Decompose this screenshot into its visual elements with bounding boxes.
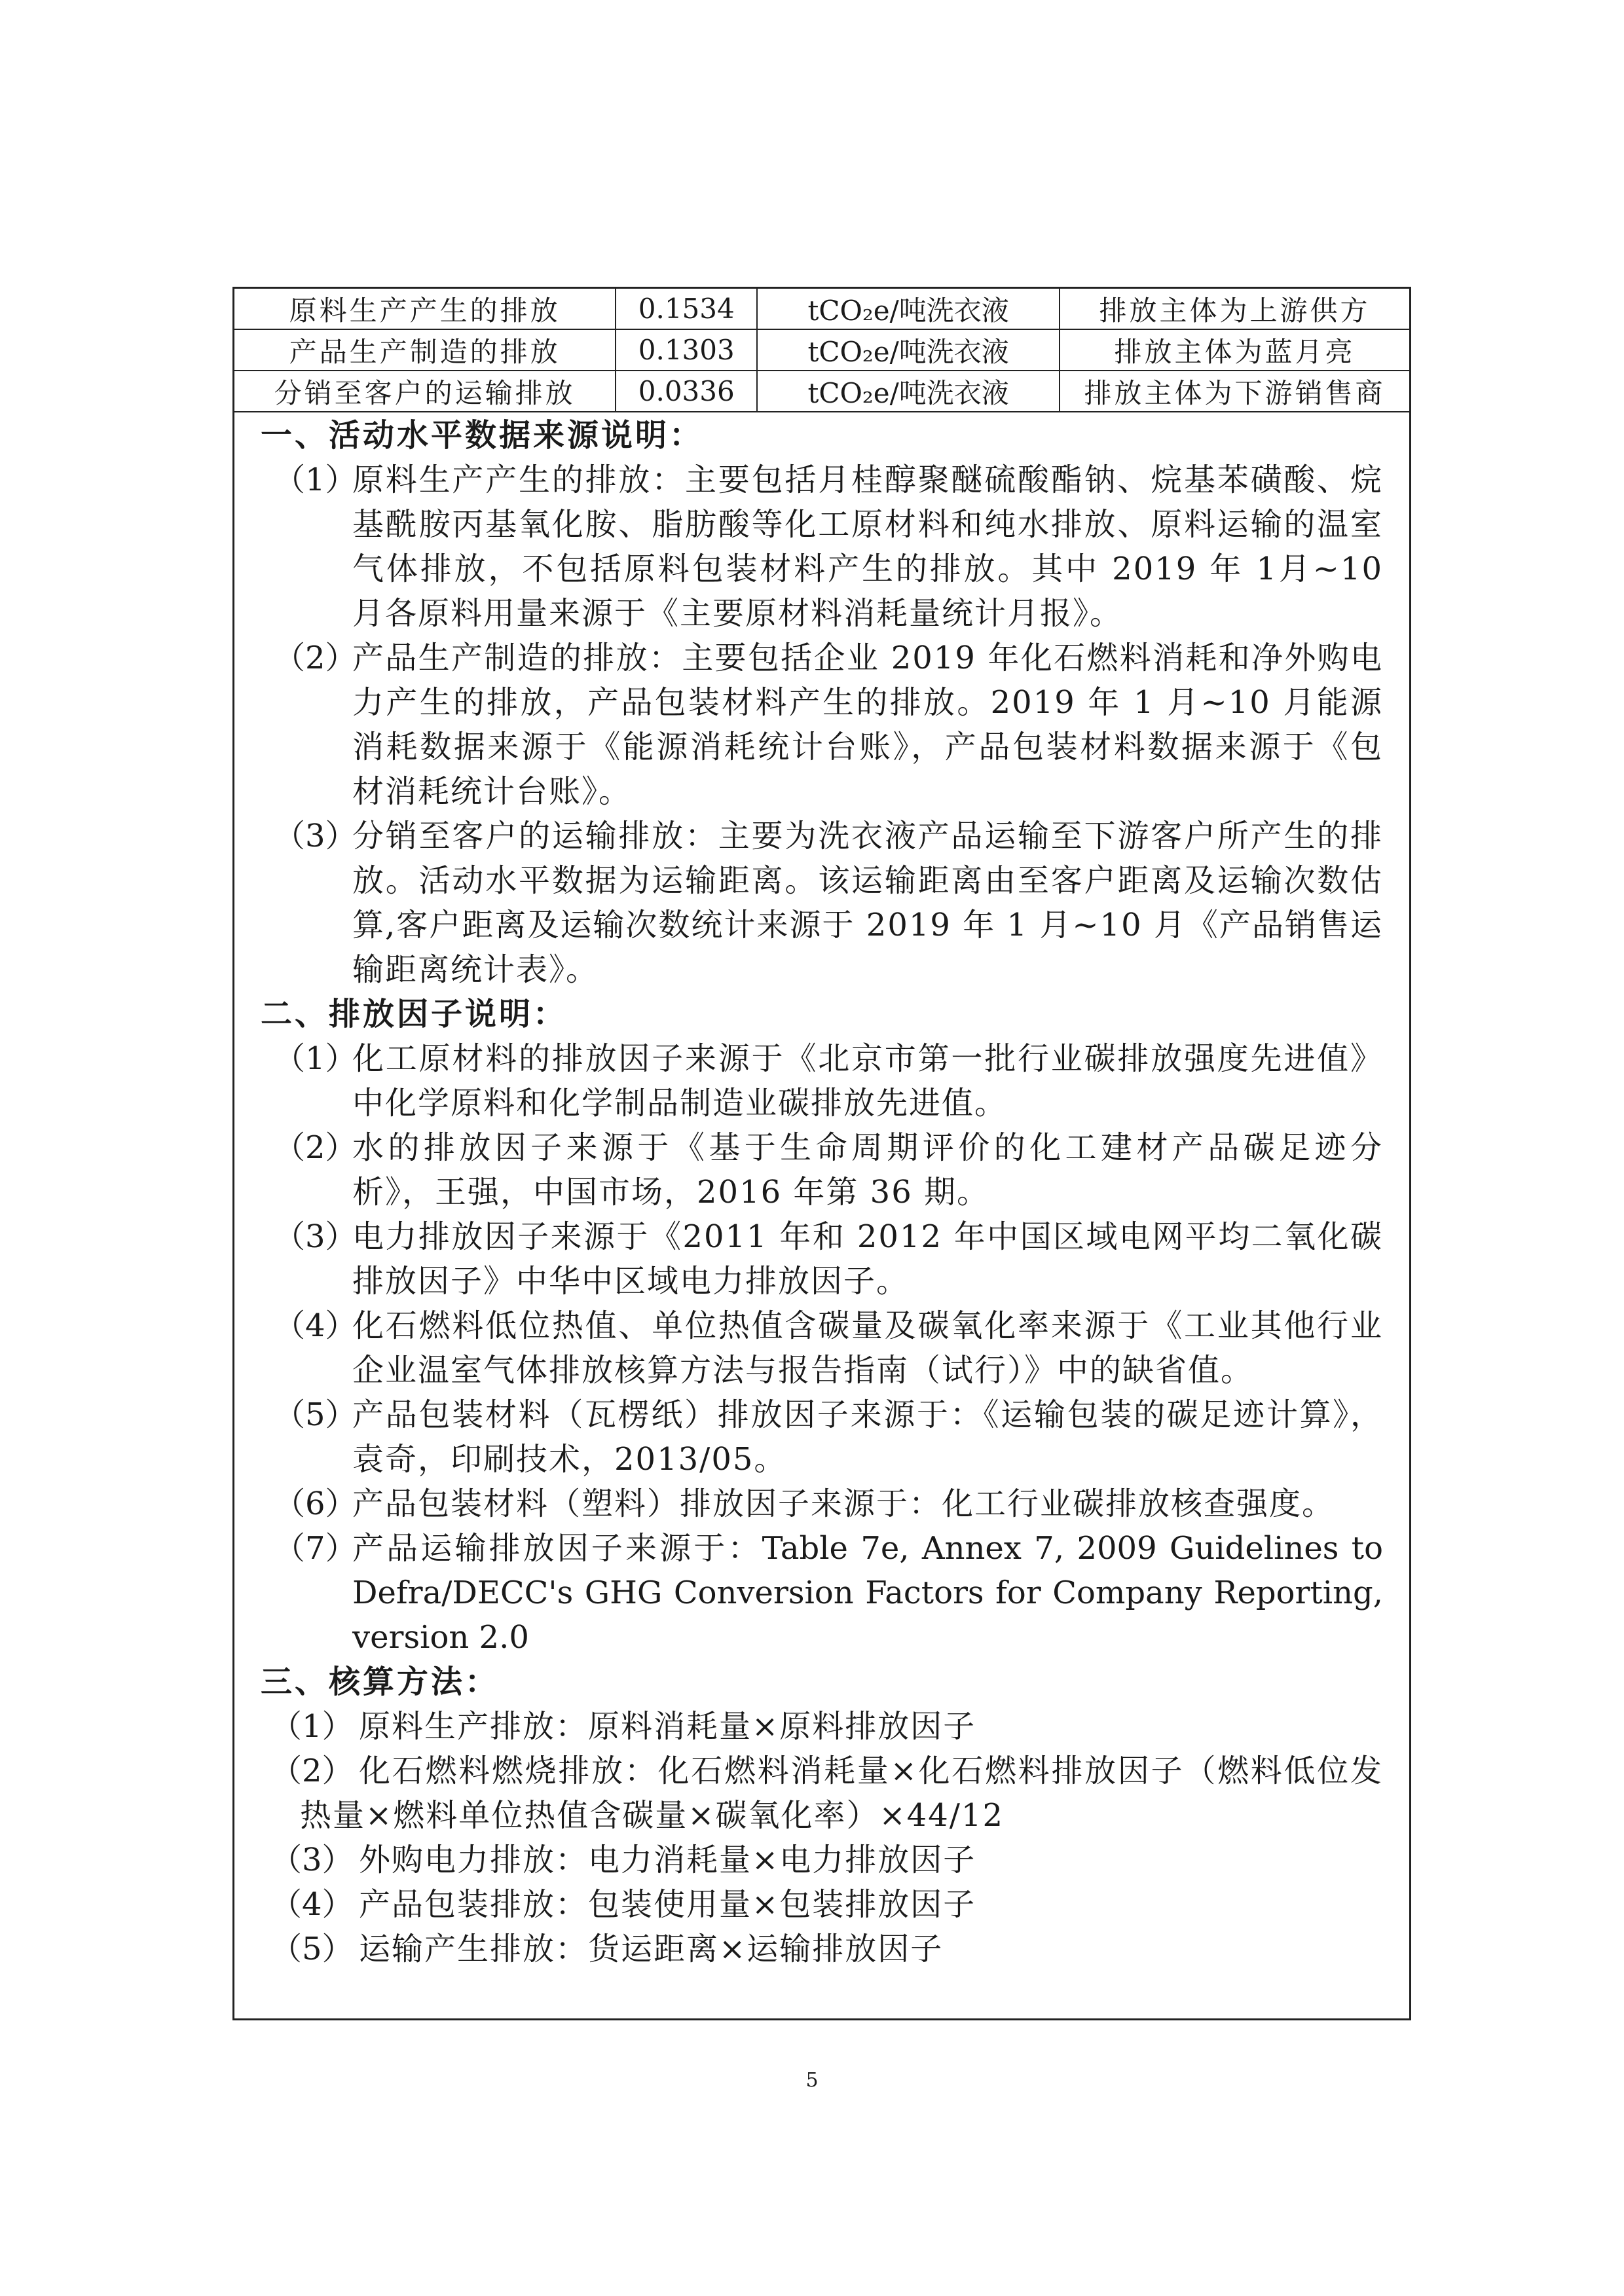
- list-item: [234, 1036, 1409, 1125]
- item-number: （5）: [270, 1931, 354, 1967]
- item-number: （2）: [270, 1753, 354, 1789]
- item-number: （6）: [274, 1485, 357, 1522]
- list-item: [234, 814, 1409, 992]
- list-item: [234, 1482, 1409, 1526]
- item-text: 电力排放因子来源于《2011 年和 2012 年中国区域电网平均二氧化碳排放因子》中华中区域电力排放因子。: [352, 1218, 1383, 1300]
- table-row: [234, 289, 1409, 329]
- item-text: 化工原材料的排放因子来源于《北京市第一批行业碳排放强度先进值》中化学原料和化学制品制造业碳排放先进值。: [352, 1040, 1383, 1121]
- emission-unit: tCO₂e/吨洗衣液: [757, 371, 1060, 412]
- item-text: 化石燃料燃烧排放：化石燃料消耗量×化石燃料排放因子（燃料低位发热量×燃料单位热值含碳量×碳氧化率）×44/12: [300, 1753, 1383, 1834]
- item-text: 原料生产产生的排放：主要包括月桂醇聚醚硫酸酯钠、烷基苯磺酸、烷基酰胺丙基氧化胺、脂肪酸等化工原材料和纯水排放、原料运输的温室气体排放，不包括原料包装材料产生的排放。其中 2019 年 1月~10 月各原料用量来源于《主要原材料消耗量统计月报》。: [352, 462, 1383, 632]
- item-number: （2）: [274, 1129, 357, 1166]
- item-text: 化石燃料低位热值、单位热值含碳量及碳氧化率来源于《工业其他行业企业温室气体排放核算方法与报告指南（试行）》中的缺省值。: [352, 1307, 1383, 1389]
- list-item: [234, 1526, 1409, 1660]
- section-heading-activity-data: 一、活动水平数据来源说明：: [261, 417, 704, 454]
- item-text: 水的排放因子来源于《基于生命周期评价的化工建材产品碳足迹分析》，王强，中国市场，2016 年第 36 期。: [352, 1129, 1383, 1211]
- emission-unit: tCO₂e/吨洗衣液: [757, 329, 1060, 371]
- item-text: 分销至客户的运输排放：主要为洗衣液产品运输至下游客户所产生的排放。活动水平数据为运输距离。该运输距离由至客户距离及运输次数估算,客户距离及运输次数统计来源于 2019 年 1 月~10 月《产品销售运输距离统计表》。: [352, 818, 1383, 988]
- item-number: （1）: [274, 1040, 357, 1077]
- item-number: （4）: [270, 1886, 354, 1923]
- section-heading-emission-factors: 二、排放因子说明：: [261, 996, 568, 1032]
- list-item: [234, 1704, 1409, 1749]
- item-number: （3）: [274, 818, 357, 854]
- emission-source: 原料生产产生的排放: [234, 289, 616, 329]
- item-number: （2）: [274, 640, 357, 676]
- item-text: 原料生产排放：原料消耗量×原料排放因子: [359, 1708, 976, 1745]
- section-heading-calculation-method: 三、核算方法：: [261, 1664, 500, 1700]
- item-number: （3）: [270, 1842, 354, 1878]
- item-text: 外购电力排放：电力消耗量×电力排放因子: [359, 1842, 976, 1878]
- item-text: 产品运输排放因子来源于：Table 7e, Annex 7, 2009 Guidelines to Defra/DECC's GHG Conversion Factors for Company Reporting, version 2.0: [352, 1530, 1383, 1656]
- list-item: [234, 458, 1409, 636]
- item-text: 产品包装材料（瓦楞纸）排放因子来源于：《运输包装的碳足迹计算》，袁奇，印刷技术，2013/05。: [352, 1396, 1383, 1478]
- item-text: 产品生产制造的排放：主要包括企业 2019 年化石燃料消耗和净外购电力产生的排放，产品包装材料产生的排放。2019 年 1 月~10 月能源消耗数据来源于《能源消耗统计台账》，产品包装材料数据来源于《包材消耗统计台账》。: [352, 640, 1383, 810]
- emission-source: 分销至客户的运输排放: [234, 371, 616, 412]
- emission-table: [234, 289, 1409, 412]
- emission-note: 排放主体为上游供方: [1060, 289, 1409, 329]
- document-body: [234, 413, 1409, 1971]
- item-number: （7）: [274, 1530, 357, 1567]
- content-frame: [232, 287, 1411, 2020]
- emission-value: 0.0336: [616, 371, 757, 412]
- list-item: [234, 1882, 1409, 1927]
- item-text: 产品包装排放：包装使用量×包装排放因子: [359, 1886, 976, 1923]
- table-row: [234, 329, 1409, 371]
- item-number: （4）: [274, 1307, 357, 1344]
- item-text: 运输产生排放：货运距离×运输排放因子: [359, 1931, 944, 1967]
- list-item: [234, 1927, 1409, 1971]
- item-number: （1）: [270, 1708, 354, 1745]
- list-item: [234, 1214, 1409, 1303]
- table-row: [234, 371, 1409, 412]
- emission-unit: tCO₂e/吨洗衣液: [757, 289, 1060, 329]
- emission-value: 0.1303: [616, 329, 757, 371]
- item-number: （1）: [274, 462, 357, 498]
- emission-note: 排放主体为下游销售商: [1060, 371, 1409, 412]
- item-number: （3）: [274, 1218, 357, 1255]
- page-number: 5: [805, 2069, 819, 2092]
- list-item: [234, 1303, 1409, 1393]
- list-item: [234, 1125, 1409, 1214]
- item-text: 产品包装材料（塑料）排放因子来源于：化工行业碳排放核查强度。: [352, 1485, 1335, 1522]
- item-number: （5）: [274, 1396, 357, 1433]
- list-item: [234, 1393, 1409, 1482]
- list-item: [234, 1838, 1409, 1882]
- emission-note: 排放主体为蓝月亮: [1060, 329, 1409, 371]
- list-item: [234, 1749, 1409, 1838]
- emission-source: 产品生产制造的排放: [234, 329, 616, 371]
- emission-value: 0.1534: [616, 289, 757, 329]
- list-item: [234, 636, 1409, 814]
